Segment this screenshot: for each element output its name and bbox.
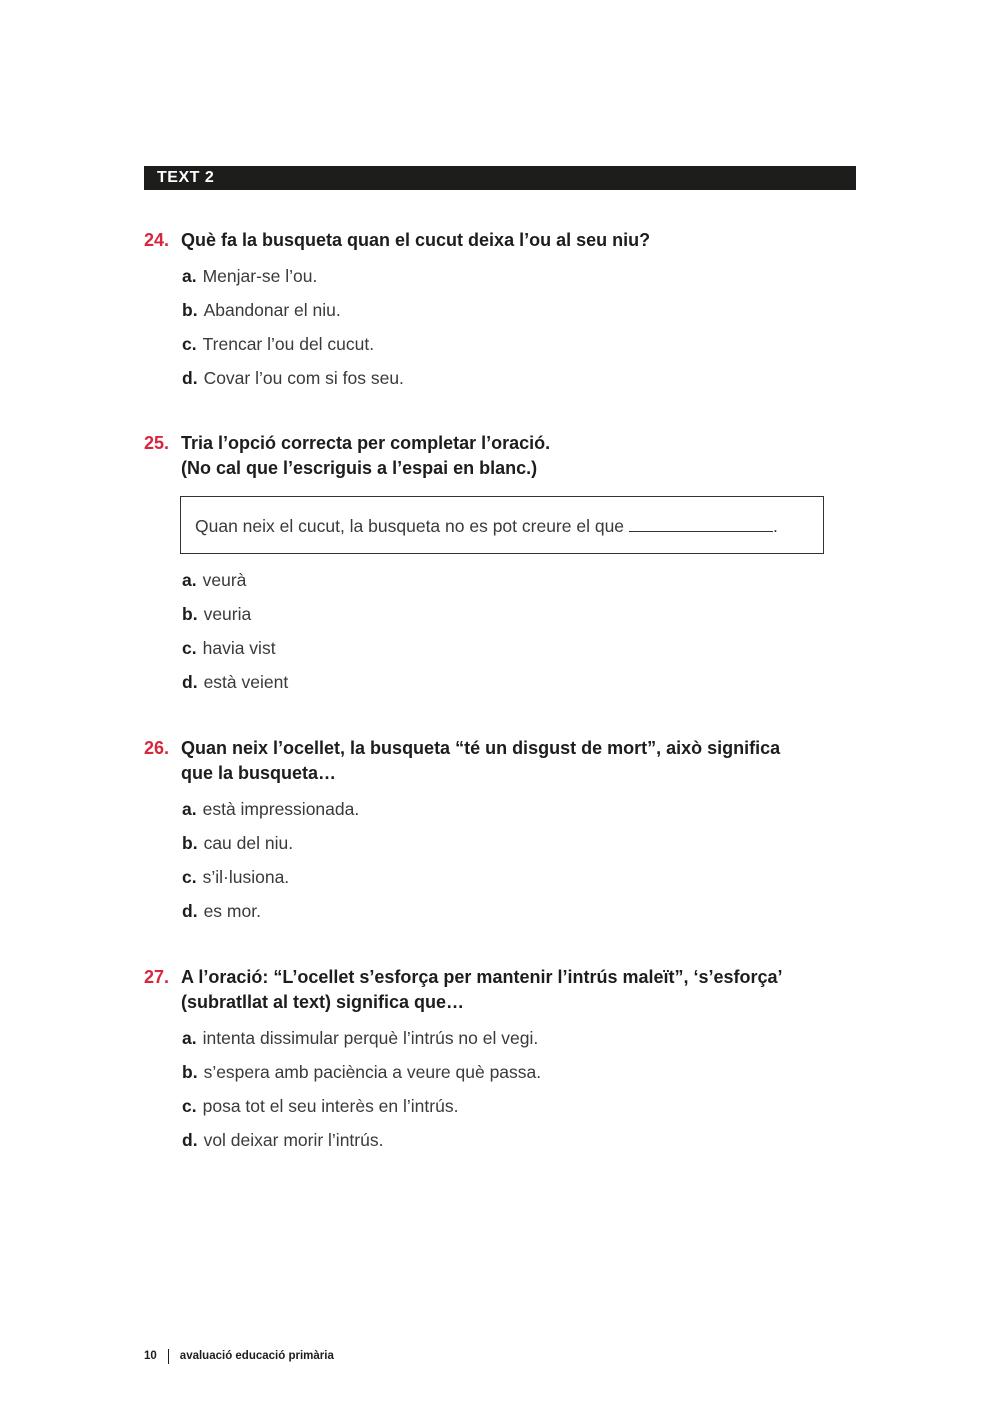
question-line: (No cal que l’escriguis a l’espai en blanc.): [181, 458, 538, 478]
option-letter: a.: [182, 266, 197, 286]
option-text: Menjar-se l’ou.: [202, 266, 318, 286]
option-b[interactable]: [182, 826, 856, 860]
question-25: [144, 431, 856, 699]
option-letter: d.: [182, 901, 198, 921]
question-line: A l’oració: “L’ocellet s’esforça per mantenir l’intrús maleït”, ‘s’esforça’: [181, 967, 783, 987]
question-line: Què fa la busqueta quan el cucut deixa l’ou al seu niu?: [181, 230, 651, 250]
question-26: [144, 736, 856, 928]
option-d[interactable]: [182, 361, 856, 395]
option-text: Covar l’ou com si fos seu.: [203, 368, 404, 388]
section-title: TEXT 2: [157, 169, 215, 186]
answer-options: [182, 563, 856, 699]
option-a[interactable]: [182, 563, 856, 597]
footer-title: avaluació educació primària: [179, 1350, 334, 1362]
question-text: [181, 736, 856, 786]
fill-in-blank: [629, 517, 773, 532]
footer-divider: [168, 1349, 169, 1364]
answer-options: [182, 1021, 856, 1157]
section-header-bar: [144, 166, 856, 190]
option-letter: d.: [182, 368, 198, 388]
option-a[interactable]: [182, 792, 856, 826]
question-24: [144, 228, 856, 395]
sentence-end: .: [773, 516, 778, 536]
question-heading: [144, 736, 856, 786]
option-letter: d.: [182, 672, 198, 692]
option-letter: b.: [182, 300, 198, 320]
option-letter: c.: [182, 334, 197, 354]
answer-options: [182, 792, 856, 928]
option-text: posa tot el seu interès en l’intrús.: [202, 1096, 459, 1116]
option-text: intenta dissimular perquè l’intrús no el vegi.: [202, 1028, 539, 1048]
option-text: havia vist: [202, 638, 276, 658]
question-number: 26.: [144, 738, 170, 758]
option-d[interactable]: [182, 1123, 856, 1157]
question-text: [181, 228, 856, 253]
option-a[interactable]: [182, 259, 856, 293]
option-letter: b.: [182, 1062, 198, 1082]
option-text: veuria: [203, 604, 252, 624]
option-c[interactable]: [182, 327, 856, 361]
option-letter: c.: [182, 1096, 197, 1116]
question-line: que la busqueta…: [181, 763, 337, 783]
option-letter: c.: [182, 867, 197, 887]
option-b[interactable]: [182, 293, 856, 327]
question-number: 24.: [144, 230, 170, 250]
question-number: 25.: [144, 433, 170, 453]
option-text: s’espera amb paciència a veure què passa.: [203, 1062, 542, 1082]
question-number: 27.: [144, 967, 170, 987]
question-heading: [144, 431, 856, 481]
option-letter: a.: [182, 799, 197, 819]
option-text: s’il·lusiona.: [202, 867, 290, 887]
sentence-text: Quan neix el cucut, la busqueta no es pot creure el que: [195, 516, 625, 536]
page-number: 10: [144, 1350, 157, 1362]
question-27: [144, 965, 856, 1157]
option-c[interactable]: [182, 1089, 856, 1123]
option-text: Trencar l’ou del cucut.: [202, 334, 375, 354]
option-c[interactable]: [182, 860, 856, 894]
sentence-box: [180, 496, 824, 554]
option-letter: d.: [182, 1130, 198, 1150]
question-line: (subratllat al text) significa que…: [181, 992, 465, 1012]
answer-options: [182, 259, 856, 395]
option-text: està veient: [203, 672, 289, 692]
question-line: Quan neix l’ocellet, la busqueta “té un disgust de mort”, això significa: [181, 738, 781, 758]
option-b[interactable]: [182, 1055, 856, 1089]
option-c[interactable]: [182, 631, 856, 665]
question-text: [181, 431, 856, 481]
option-letter: c.: [182, 638, 197, 658]
question-heading: [144, 228, 856, 253]
option-text: està impressionada.: [202, 799, 360, 819]
question-line: Tria l’opció correcta per completar l’oració.: [181, 433, 551, 453]
option-letter: a.: [182, 570, 197, 590]
option-d[interactable]: [182, 665, 856, 699]
option-letter: a.: [182, 1028, 197, 1048]
option-text: cau del niu.: [203, 833, 294, 853]
option-a[interactable]: [182, 1021, 856, 1055]
option-text: vol deixar morir l’intrús.: [203, 1130, 384, 1150]
option-letter: b.: [182, 604, 198, 624]
question-text: [181, 965, 856, 1015]
page-footer: [144, 1348, 334, 1364]
option-d[interactable]: [182, 894, 856, 928]
option-b[interactable]: [182, 597, 856, 631]
option-text: es mor.: [203, 901, 261, 921]
question-heading: [144, 965, 856, 1015]
option-text: veurà: [202, 570, 247, 590]
option-text: Abandonar el niu.: [203, 300, 341, 320]
option-letter: b.: [182, 833, 198, 853]
